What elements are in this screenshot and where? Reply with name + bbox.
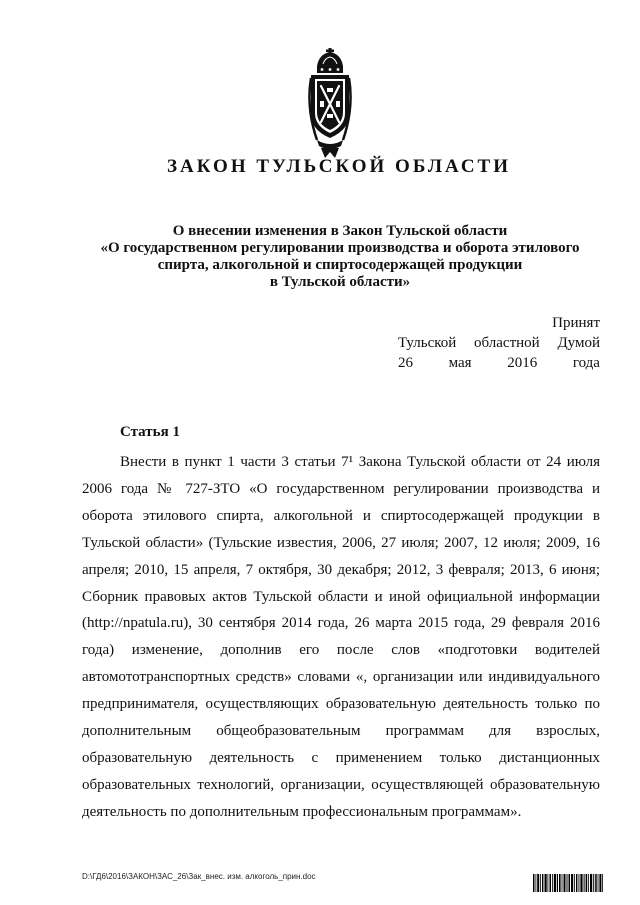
- adopted-by-word: Думой: [557, 335, 600, 351]
- body-line: дополнительным общеобразовательным программам для взрослых,: [82, 723, 600, 740]
- body-line: образовательных технологий, организации, осуществляющей образовательную: [82, 776, 600, 793]
- adopted-by-row: [398, 333, 600, 353]
- subtitle-line: в Тульской области»: [269, 274, 411, 290]
- body-line: образовательную деятельность с применением только дистанционных: [82, 749, 600, 766]
- body-line: года) изменение, дополнив его после слов «подготовки водителей: [82, 642, 600, 659]
- law-title: ЗАКОН ТУЛЬСКОЙ ОБЛАСТИ: [166, 156, 512, 177]
- adopted-by-word: Тульской: [398, 335, 457, 351]
- body-line: деятельность по дополнительным профессиональным программам».: [82, 803, 522, 820]
- adopted-date-row: [398, 353, 600, 373]
- adopted-date-part: года: [572, 355, 600, 371]
- body-line: 2006 года № 727-ЗТО «О государственном регулировании производства и: [82, 480, 600, 497]
- article-heading: Статья 1: [120, 424, 180, 440]
- body-line: апреля; 2010, 15 апреля, 7 октября, 30 декабря; 2012, 3 февраля; 2013, 6 июня;: [82, 561, 600, 578]
- adopted-date-part: 26: [398, 355, 413, 371]
- body-line: автомототранспортных средств» словами «, организации или индивидуального: [82, 669, 600, 686]
- body-line: Внести в пункт 1 части 3 статьи 7¹ Закона Тульской области от 24 июля: [120, 454, 600, 470]
- adoption-block: [398, 313, 600, 373]
- subtitle-line: спирта, алкогольной и спиртосодержащей продукции: [157, 257, 523, 273]
- body-line: предпринимателя, осуществляющих образовательную деятельность только по: [82, 696, 600, 713]
- subtitle-line: О внесении изменения в Закон Тульской области: [172, 223, 508, 239]
- tula-coat-of-arms-icon: [305, 48, 355, 160]
- adopted-label: Принят: [552, 315, 600, 331]
- document-file-path: D:\ГД6\2016\ЗАКОН\ЗАС_26\Зак_внес. изм. алкоголь_прин.doc: [82, 872, 316, 881]
- body-line: Сборник правовых актов Тульской области и иной официальной информации: [82, 588, 600, 605]
- barcode-icon: [533, 874, 603, 892]
- adopted-date-part: 2016: [507, 355, 538, 371]
- adopted-by-word: областной: [474, 335, 540, 351]
- subtitle-line: «О государственном регулировании производства и оборота этилового: [100, 240, 580, 256]
- article-body: [82, 449, 600, 826]
- law-subtitle: [100, 223, 580, 291]
- adopted-date-part: мая: [448, 355, 472, 371]
- body-line: Тульской области» (Тульские известия, 2006, 27 июля; 2007, 12 июля; 2009, 16: [82, 534, 600, 551]
- body-line: оборота этилового спирта, алкогольной и спиртосодержащей продукции в: [82, 507, 600, 524]
- body-line: (http://npatula.ru), 30 сентября 2014 года, 26 марта 2015 года, 29 февраля 2016: [82, 615, 600, 632]
